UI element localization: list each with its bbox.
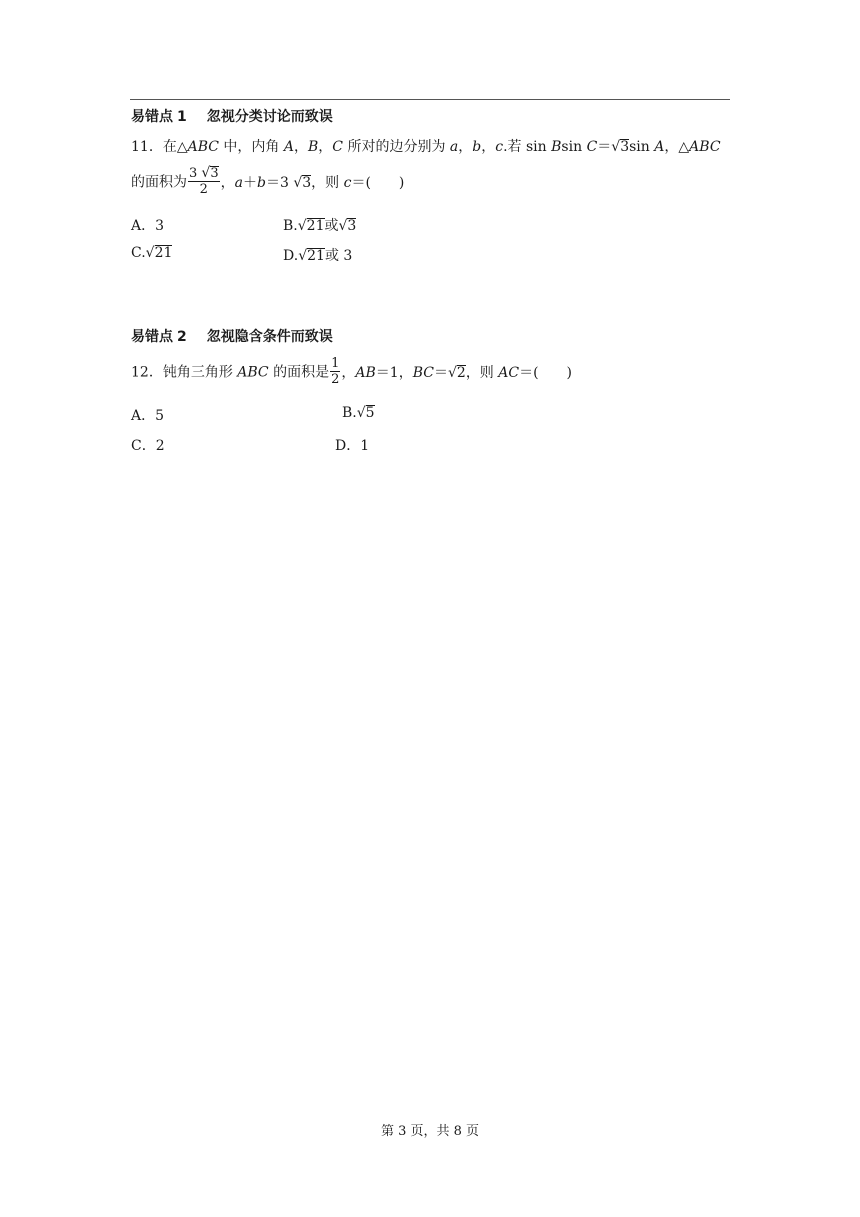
option-a[interactable]: A．3 <box>131 218 165 234</box>
section-number: 2 <box>177 329 187 345</box>
option-c[interactable]: C．2 <box>131 438 165 454</box>
section-title: 忽视分类讨论而致误 <box>206 109 333 125</box>
section-title: 忽视隐含条件而致误 <box>206 329 333 345</box>
section-label: 易错点 <box>131 109 173 125</box>
option-a[interactable]: A．5 <box>131 408 165 424</box>
option-c[interactable]: C.√21 <box>131 245 173 261</box>
section-heading-1 <box>131 106 333 126</box>
option-b[interactable]: B.√5 <box>342 405 375 421</box>
option-d[interactable]: D.√21或 3 <box>283 248 353 264</box>
fraction: $\frac{1}{2}$ <box>331 356 340 387</box>
question-11-line-1: 11．在△ABC 中，内角 A，B，C 所对的边分别为 a，b，c.若 sin Bsin C＝√3sin A，△ABC <box>131 139 721 155</box>
question-11-line-2: 的面积为 $\frac{3 √3}{2}$ ，a＋b＝3 √3，则 c＝( ) <box>131 165 405 197</box>
question-12: 12．钝角三角形 ABC 的面积是 $\frac{1}{2}$ ，AB＝1，BC＝√2，则 AC＝( ) <box>131 356 573 387</box>
option-d[interactable]: D．1 <box>335 438 370 454</box>
sqrt-symbol: √2 <box>447 364 466 381</box>
sqrt-symbol: √3 <box>293 174 312 191</box>
option-b[interactable]: B.√21或√3 <box>283 218 357 234</box>
fraction: $\frac{3 √3}{2}$ <box>189 165 219 197</box>
section-number: 1 <box>177 109 187 125</box>
header-rule <box>130 99 730 100</box>
page-footer: 第 3 页，共 8 页 <box>380 1124 480 1139</box>
section-label: 易错点 <box>131 329 173 345</box>
sqrt-symbol: √3 <box>611 139 630 155</box>
section-heading-2 <box>131 326 333 346</box>
